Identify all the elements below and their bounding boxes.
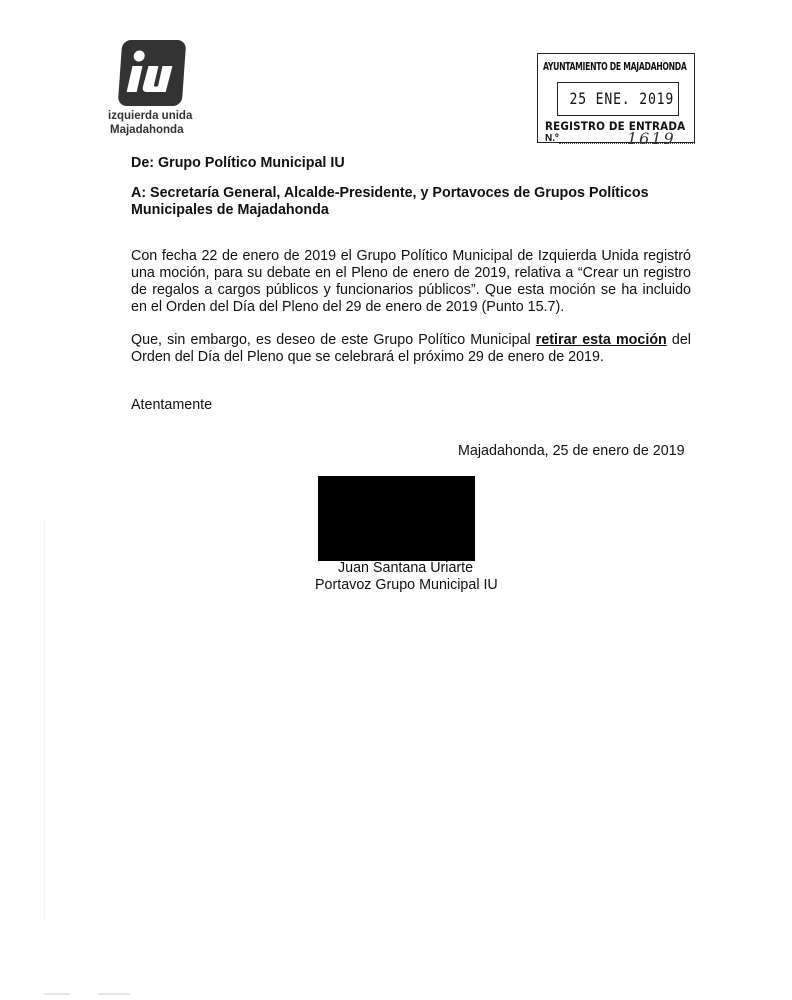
scan-artifact-mark bbox=[98, 993, 130, 995]
stamp-title: AYUNTAMIENTO DE MAJADAHONDA bbox=[543, 60, 687, 73]
iu-logo-mark bbox=[118, 40, 187, 106]
paragraph-2-start: Que, sin embargo, es deseo de este Grupo Político Municipal bbox=[131, 332, 536, 348]
redacted-signature bbox=[318, 476, 475, 561]
iu-logo-icon bbox=[118, 40, 187, 106]
paragraph-2-end: del Orden del Día del Pleno que se celebrará el próximo 29 de enero de 2019. bbox=[131, 332, 691, 365]
registry-stamp bbox=[537, 53, 699, 149]
scan-artifact-line bbox=[44, 520, 45, 920]
paragraph-1: Con fecha 22 de enero de 2019 el Grupo Político Municipal de Izquierda Unida registró una moción, para su debate en el Pleno de enero de 2019, relativa a “Crear un registro de regalos a cargos públicos y funcionarios públicos”. Que esta moción se ha incluido en el Orden del Día del Pleno del 29 de enero de 2019 (Punto 15.7). bbox=[131, 248, 691, 315]
letter-from: De: Grupo Político Municipal IU bbox=[131, 155, 345, 171]
stamp-handwritten-number: 1619 bbox=[627, 129, 676, 148]
logo-text-line2: Majadahonda bbox=[110, 124, 184, 136]
place-and-date: Majadahonda, 25 de enero de 2019 bbox=[458, 443, 685, 459]
stamp-number-label: N.º bbox=[545, 133, 559, 144]
signer-role: Portavoz Grupo Municipal IU bbox=[315, 577, 498, 593]
logo-text-line1: izquierda unida bbox=[108, 110, 193, 122]
letter-to: A: Secretaría General, Alcalde-Presidente, y Portavoces de Grupos Políticos Municipales de Majadahonda bbox=[131, 185, 649, 218]
withdraw-motion-emphasis: retirar esta moción bbox=[535, 332, 667, 348]
stamp-date: 25 ENE. 2019 bbox=[569, 89, 675, 108]
paragraph-2 bbox=[131, 332, 691, 366]
scan-artifact-mark bbox=[44, 993, 70, 995]
signer-name: Juan Santana Uriarte bbox=[338, 560, 474, 576]
stamp-date-box bbox=[557, 82, 679, 116]
stamp-registro-label: REGISTRO DE ENTRADA bbox=[545, 119, 686, 133]
closing-salutation: Atentamente bbox=[131, 397, 213, 413]
